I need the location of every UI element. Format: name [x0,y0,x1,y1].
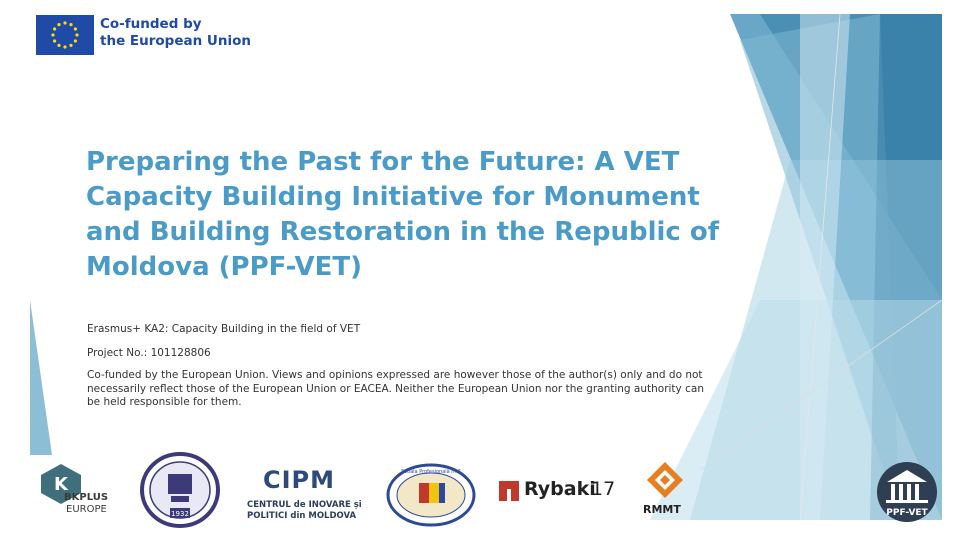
rybaki-name: Rybaki [524,478,596,500]
rybaki-number: 17 [591,478,616,500]
college-seal-logo [140,452,220,528]
rmmt-logo [640,460,690,520]
eu-cofunded-label [100,16,251,50]
ppfvet-name: PPF-VET [886,508,928,518]
eu-line-2: the European Union [100,33,252,49]
cipm-line2: POLITICI din MOLDOVA [247,511,357,521]
bkplus-logo [36,462,116,522]
programme-line: Erasmus+ KA2: Capacity Building in the field of VET [87,323,361,335]
bkplus-line2: EUROPE [66,504,107,515]
college-year: 1932 [171,510,189,518]
cipm-logo [245,466,375,522]
rybaki-logo [498,478,618,508]
cipm-mark: CIPM [263,466,336,494]
eu-flag-icon [36,15,94,55]
ppfvet-logo [872,460,942,524]
cipm-line1: CENTRUL de INOVARE și [247,500,362,510]
school-label: Școala Profesională nr.3 [401,469,461,475]
slide-title: Preparing the Past for the Future: A VET Capacity Building Initiative for Monument and Building Restoration in the Republic of Moldova (PPF-VET) [86,147,720,282]
project-number: Project No.: 101128806 [87,347,211,359]
rmmt-name: RMMT [643,503,681,516]
svg-text:K: K [54,474,68,495]
disclaimer-text: Co-funded by the European Union. Views and opinions expressed are however those of the author(s) only and do not necessarily reflect those of the European Union or EACEA. Neither the European Union nor the granting authority can be held responsible for them. [87,369,704,408]
eu-line-1: Co-funded by [100,16,202,32]
school-seal-logo [386,463,476,527]
bkplus-line1: BKPLUS [64,492,109,503]
